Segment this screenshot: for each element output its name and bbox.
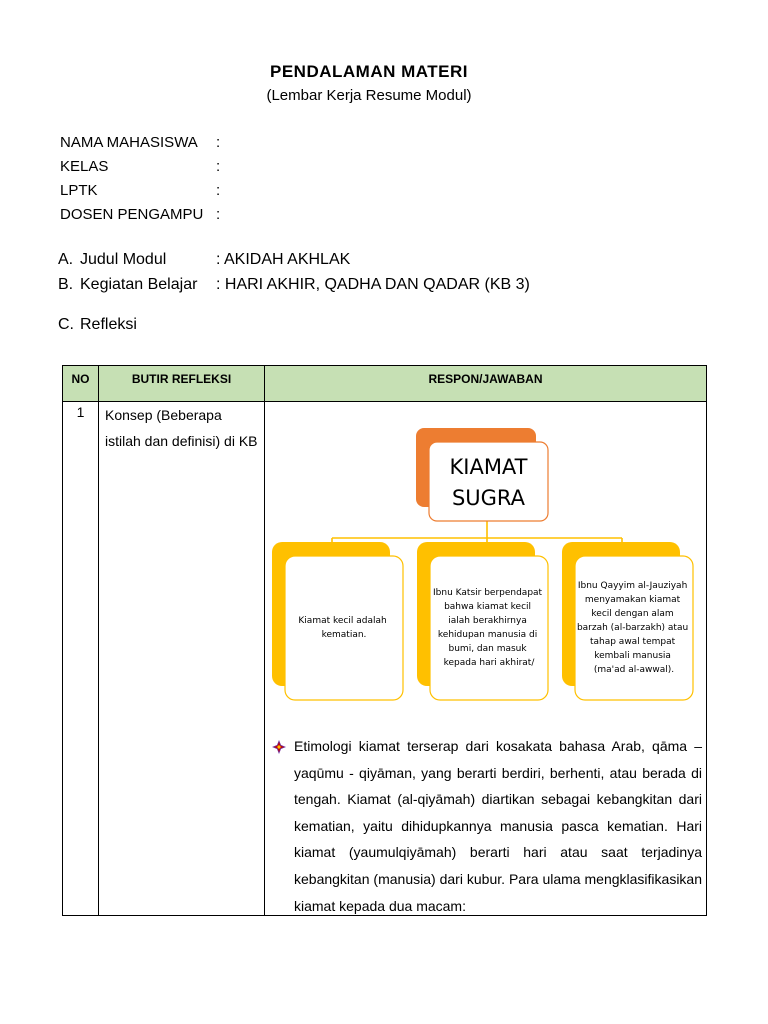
item-label: Kegiatan Belajar	[80, 276, 198, 293]
identity-label: NAMA MAHASISWA	[60, 134, 198, 151]
item-label: Judul Modul	[80, 251, 167, 268]
child-node-1-text: Kiamat kecil adalah kematian.	[298, 616, 387, 640]
child-node-3	[562, 542, 693, 700]
identity-label: DOSEN PENGAMPU	[60, 206, 204, 223]
child-node-2-front	[430, 556, 548, 700]
paragraph-text: Etimologi kiamat terserap dari kosakata bahasa Arab, qāma – yaqūmu - qiyāman, yang berarti berdiri, berhenti, atau berada di tengah. Kiamat (al-qiyāmah) diartikan sebagai kebangkitan dari kematian, yaitu dihidupkannya manusia pasca kematian. Hari kiamat (yaumulqiyāmah) berarti hari atau saat terjadinya kebangkitan (manusia) dari kubur. Para ulama mengklasifikasikan kiamat kepada dua macam:	[294, 738, 702, 914]
identity-row-dosen	[60, 206, 220, 223]
identity-value: :	[216, 134, 221, 151]
root-node-line1: KIAMAT	[449, 455, 528, 479]
row-butir: Konsep (Beberapa istilah dan definisi) di KB	[99, 402, 265, 916]
identity-row-kelas	[60, 158, 220, 175]
header-respon-jawaban: RESPON/JAWABAN	[265, 366, 707, 402]
row-response	[265, 402, 707, 916]
page-subtitle: (Lembar Kerja Resume Modul)	[266, 87, 472, 104]
child-node-1	[272, 542, 403, 700]
identity-label: KELAS	[60, 158, 109, 175]
item-value: : HARI AKHIR, QADHA DAN QADAR (KB 3)	[216, 276, 530, 293]
item-value: : AKIDAH AKHLAK	[216, 251, 351, 268]
table-row	[63, 402, 707, 916]
header-butir-refleksi: BUTIR REFLEKSI	[99, 366, 265, 402]
root-node-line2: SUGRA	[451, 486, 526, 510]
item-judul-modul	[58, 251, 350, 269]
child-node-2-text: Ibnu Katsir berpendapat bahwa kiamat kecil ialah berakhirnya kehidupan manusia di bumi, dan masuk kepada hari akhirat/	[433, 588, 543, 668]
identity-value: :	[216, 206, 221, 223]
identity-label: LPTK	[60, 182, 98, 199]
item-label: Refleksi	[80, 316, 137, 333]
child-node-1-front	[285, 556, 403, 700]
child-node-2	[417, 542, 548, 700]
kiamat-sugra-diagram	[265, 402, 707, 722]
table-header-row	[63, 366, 707, 402]
identity-row-lptk	[60, 182, 220, 199]
root-node	[416, 428, 548, 521]
identity-value: :	[216, 158, 221, 175]
arrow-bullet-icon	[272, 740, 286, 754]
row-number: 1	[63, 402, 99, 916]
identity-row-nama	[60, 134, 220, 151]
item-letter: C.	[58, 316, 74, 333]
child-node-3-text: Ibnu Qayyim al-Jauziyah menyamakan kiamat kecil dengan alam barzah (al-barzakh) atau tahap awal tempat kembali manusia (ma'ad al-awwal).	[576, 581, 689, 675]
header-no: NO	[63, 366, 99, 402]
identity-value: :	[216, 182, 221, 199]
reflection-table	[62, 365, 707, 916]
item-kegiatan-belajar	[58, 276, 530, 294]
item-refleksi	[58, 316, 137, 334]
item-letter: A.	[58, 251, 74, 268]
page-title: PENDALAMAN MATERI	[269, 62, 468, 81]
etimologi-paragraph	[272, 733, 702, 916]
item-letter: B.	[58, 276, 74, 293]
